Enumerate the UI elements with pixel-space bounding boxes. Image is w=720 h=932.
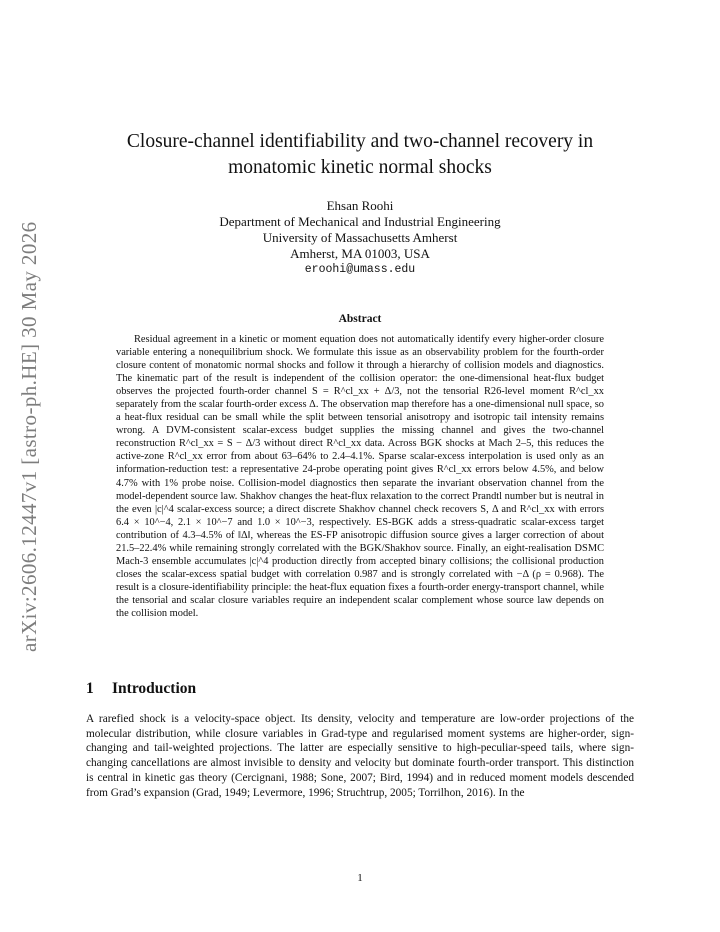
introduction-body (86, 712, 634, 800)
paper-title-line-2: monatomic kinetic normal shocks (228, 157, 492, 178)
abstract-heading: Abstract (338, 313, 382, 325)
paper-title (90, 129, 630, 181)
author-address: Amherst, MA 01003, USA (290, 246, 430, 261)
author-university: University of Massachusetts Amherst (262, 230, 458, 245)
author-email[interactable]: eroohi@umass.edu (304, 263, 416, 276)
section-number: 1 (86, 680, 94, 697)
introduction-paragraph: A rarefied shock is a velocity-space object. Its density, velocity and temperature are low-order projections of the molecular distribution, while closure variables in Grad-type and regularised moment systems are higher-order, sign-changing and tail-weighted projections. The latter are especially sensitive to high-peculiar-speed tails, where sign-changing cancellations are almost invisible to density and velocity but dominate fourth-order transport. This distinction is central in kinetic gas theory (Cercignani, 1988; Sone, 2007; Bird, 1994) and in reduced moment models descended from Grad’s expansion (Grad, 1949; Levermore, 1996; Struchtrup, 2005; Torrilhon, 2016). In the (86, 713, 634, 799)
author-block (90, 198, 630, 278)
paper-title-line-1: Closure-channel identifiability and two-channel recovery in (126, 131, 594, 152)
section-title: Introduction (112, 680, 197, 697)
arxiv-identifier-stamp: arXiv:2606.12447v1 [astro-ph.HE] 30 May 2026 (17, 221, 41, 652)
abstract (116, 333, 604, 620)
author-department: Department of Mechanical and Industrial Engineering (219, 214, 501, 229)
section-heading (86, 680, 196, 698)
author-name: Ehsan Roohi (326, 198, 394, 213)
page-number: 1 (357, 872, 363, 884)
abstract-text: Residual agreement in a kinetic or moment equation does not automatically identify every higher-order closure variable entering a nonequilibrium shock. We formulate this issue as an observability problem for the fourth-order closure content of monatomic normal shocks and follow it through a hierarchy of collision models and diagnostics. The kinematic part of the result is independent of the collision operator: the one-dimensional heat-flux budget observes the projected fourth-order channel S = R^cl_xx + Δ/3, not the tensorial R26-level moment R^cl_xx separately from the scalar fourth-order excess Δ. The observation map therefore has a one-dimensional null space, so a heat-flux residual can be small while the split between tensorial anisotropy and isotropic tail intensity remains wrong. A DVM-consistent scalar-excess budget supplies the missing channel and gives the two-channel reconstruction R^cl_xx = S − Δ/3 without direct R^cl_xx data. Across BGK shocks at Mach 2–5, this reduces the active-zone R^cl_xx error from about 63–64% to 2.4–4.1%. Sparse scalar-excess interpolation is used only as an information-reduction test: a representative 24-probe operating point gives R^cl_xx errors below 4.5%, and below 4.7% with 1% probe noise. Collision-model diagnostics then separate the invariant observation channel from the model-dependent source law. Shakhov changes the heat-flux relaxation to the correct Prandtl number but is neutral in the even |c|^4 scalar-excess source; a direct discrete Shakhov channel check recovers S, Δ and R^cl_xx with errors 6.4 × 10^−4, 2.1 × 10^−7 and 1.0 × 10^−3, respectively. ES-BGK adds a stress-quadratic scalar-excess target contribution of 4.3–4.5% of ‖Δ‖, whereas the ES-FP anisotropic diffusion source gives a larger correction of about 21.5–22.4% while remaining strongly correlated with the BGK/Shakhov source. Finally, an eight-realisation DSMC Mach-3 ensemble accumulates |c|^4 production directly from accepted binary collisions; the collisional production closes the scalar-excess spatial budget with correlation 0.987 and is strongly correlated with −Δ (ρ = 0.968). The result is a closure-identifiability principle: the heat-flux equation fixes a fourth-order energy-transport channel, while the tensorial and scalar closure variables require an independent scalar complement whose source law depends on the collision model. (116, 334, 604, 619)
